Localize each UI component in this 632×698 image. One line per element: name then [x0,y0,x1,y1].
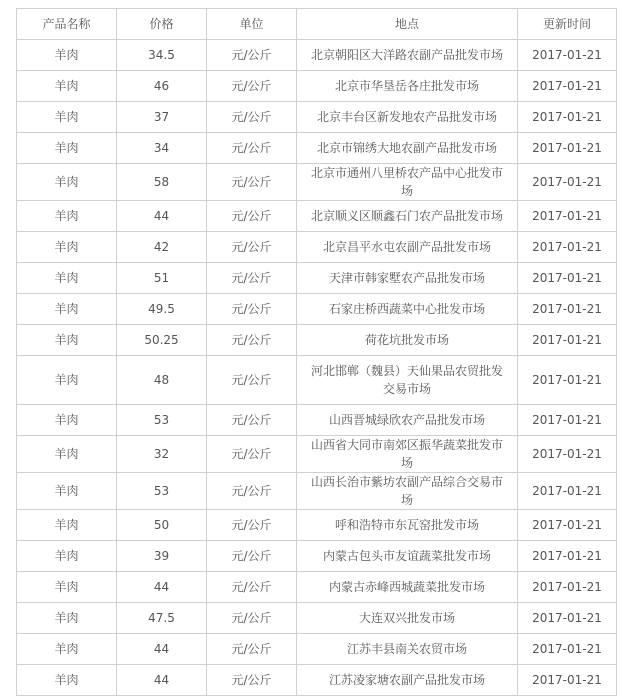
price-table [16,8,617,696]
cell-price: 53 [117,405,207,436]
table-row [17,603,617,634]
cell-location: 北京昌平水屯农副产品批发市场 [297,232,518,263]
cell-unit: 元/公斤 [207,356,297,405]
cell-price: 51 [117,263,207,294]
cell-location: 山西省大同市南郊区振华蔬菜批发市场 [297,436,518,473]
header-price: 价格 [117,9,207,40]
cell-update-time: 2017-01-21 [518,473,617,510]
table-row [17,164,617,201]
table-row [17,232,617,263]
cell-unit: 元/公斤 [207,164,297,201]
cell-location: 山西晋城绿欣农产品批发市场 [297,405,518,436]
cell-update-time: 2017-01-21 [518,541,617,572]
cell-update-time: 2017-01-21 [518,634,617,665]
table-row [17,510,617,541]
table-row [17,665,617,696]
cell-update-time: 2017-01-21 [518,71,617,102]
cell-update-time: 2017-01-21 [518,232,617,263]
cell-product-name: 羊肉 [17,405,117,436]
cell-product-name: 羊肉 [17,665,117,696]
cell-product-name: 羊肉 [17,71,117,102]
cell-update-time: 2017-01-21 [518,263,617,294]
table-row [17,133,617,164]
table-row [17,473,617,510]
cell-price: 32 [117,436,207,473]
cell-product-name: 羊肉 [17,572,117,603]
cell-price: 37 [117,102,207,133]
cell-location: 江苏凌家塘农副产品批发市场 [297,665,518,696]
cell-location: 石家庄桥西蔬菜中心批发市场 [297,294,518,325]
cell-price: 58 [117,164,207,201]
cell-location: 北京丰台区新发地农产品批发市场 [297,102,518,133]
cell-price: 42 [117,232,207,263]
cell-update-time: 2017-01-21 [518,102,617,133]
table-row [17,405,617,436]
cell-update-time: 2017-01-21 [518,133,617,164]
cell-unit: 元/公斤 [207,40,297,71]
table-row [17,263,617,294]
cell-price: 34.5 [117,40,207,71]
cell-update-time: 2017-01-21 [518,356,617,405]
table-row [17,572,617,603]
cell-price: 44 [117,572,207,603]
cell-price: 44 [117,201,207,232]
cell-unit: 元/公斤 [207,473,297,510]
cell-price: 39 [117,541,207,572]
cell-price: 48 [117,356,207,405]
cell-unit: 元/公斤 [207,201,297,232]
cell-product-name: 羊肉 [17,356,117,405]
cell-update-time: 2017-01-21 [518,294,617,325]
cell-product-name: 羊肉 [17,541,117,572]
cell-price: 53 [117,473,207,510]
cell-price: 46 [117,71,207,102]
cell-product-name: 羊肉 [17,325,117,356]
cell-price: 44 [117,634,207,665]
cell-price: 50.25 [117,325,207,356]
cell-unit: 元/公斤 [207,294,297,325]
cell-unit: 元/公斤 [207,510,297,541]
cell-location: 天津市韩家墅农产品批发市场 [297,263,518,294]
cell-unit: 元/公斤 [207,263,297,294]
cell-location: 江苏丰县南关农贸市场 [297,634,518,665]
table-header-row [17,9,617,40]
cell-product-name: 羊肉 [17,232,117,263]
cell-location: 北京市锦绣大地农副产品批发市场 [297,133,518,164]
cell-unit: 元/公斤 [207,102,297,133]
table-row [17,40,617,71]
cell-location: 内蒙古包头市友谊蔬菜批发市场 [297,541,518,572]
cell-unit: 元/公斤 [207,405,297,436]
table-row [17,541,617,572]
cell-update-time: 2017-01-21 [518,40,617,71]
cell-location: 北京市通州八里桥农产品中心批发市场 [297,164,518,201]
cell-update-time: 2017-01-21 [518,164,617,201]
table-row [17,71,617,102]
table-row [17,356,617,405]
cell-location: 大连双兴批发市场 [297,603,518,634]
cell-update-time: 2017-01-21 [518,665,617,696]
cell-price: 34 [117,133,207,164]
cell-unit: 元/公斤 [207,436,297,473]
cell-unit: 元/公斤 [207,572,297,603]
cell-update-time: 2017-01-21 [518,436,617,473]
cell-product-name: 羊肉 [17,40,117,71]
cell-update-time: 2017-01-21 [518,603,617,634]
header-unit: 单位 [207,9,297,40]
cell-location: 内蒙古赤峰西城蔬菜批发市场 [297,572,518,603]
table-row [17,634,617,665]
cell-update-time: 2017-01-21 [518,325,617,356]
header-location: 地点 [297,9,518,40]
cell-unit: 元/公斤 [207,603,297,634]
header-product-name: 产品名称 [17,9,117,40]
table-row [17,201,617,232]
table-body [17,40,617,696]
cell-unit: 元/公斤 [207,133,297,164]
cell-product-name: 羊肉 [17,263,117,294]
cell-location: 北京朝阳区大洋路农副产品批发市场 [297,40,518,71]
cell-location: 荷花坑批发市场 [297,325,518,356]
cell-unit: 元/公斤 [207,325,297,356]
cell-product-name: 羊肉 [17,510,117,541]
table-row [17,325,617,356]
cell-unit: 元/公斤 [207,665,297,696]
cell-update-time: 2017-01-21 [518,405,617,436]
table-row [17,294,617,325]
cell-product-name: 羊肉 [17,102,117,133]
cell-location: 呼和浩特市东瓦窑批发市场 [297,510,518,541]
cell-product-name: 羊肉 [17,634,117,665]
cell-unit: 元/公斤 [207,541,297,572]
cell-location: 河北邯郸（魏县）天仙果品农贸批发交易市场 [297,356,518,405]
header-update-time: 更新时间 [518,9,617,40]
cell-unit: 元/公斤 [207,71,297,102]
cell-product-name: 羊肉 [17,294,117,325]
cell-update-time: 2017-01-21 [518,510,617,541]
cell-location: 山西长治市紫坊农副产品综合交易市场 [297,473,518,510]
cell-price: 49.5 [117,294,207,325]
cell-unit: 元/公斤 [207,232,297,263]
cell-product-name: 羊肉 [17,436,117,473]
cell-product-name: 羊肉 [17,201,117,232]
cell-product-name: 羊肉 [17,603,117,634]
cell-update-time: 2017-01-21 [518,201,617,232]
cell-product-name: 羊肉 [17,133,117,164]
cell-location: 北京顺义区顺鑫石门农产品批发市场 [297,201,518,232]
cell-price: 47.5 [117,603,207,634]
cell-location: 北京市华垦岳各庄批发市场 [297,71,518,102]
cell-price: 50 [117,510,207,541]
table-row [17,436,617,473]
cell-update-time: 2017-01-21 [518,572,617,603]
cell-product-name: 羊肉 [17,473,117,510]
cell-price: 44 [117,665,207,696]
cell-unit: 元/公斤 [207,634,297,665]
table-row [17,102,617,133]
cell-product-name: 羊肉 [17,164,117,201]
